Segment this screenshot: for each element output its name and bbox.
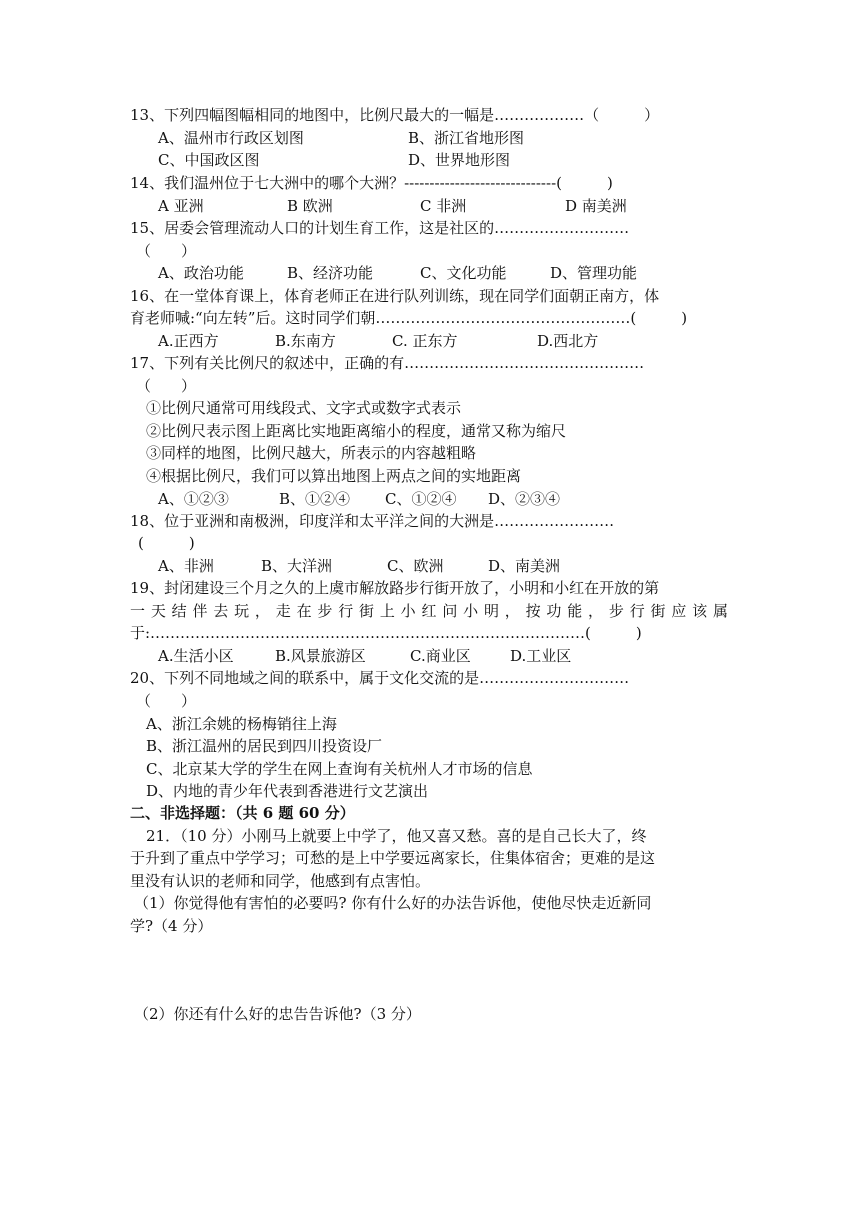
- question-16-option-b: B.东南方: [275, 332, 336, 350]
- question-20-option-d: D、内地的青少年代表到香港进行文艺演出: [146, 782, 429, 800]
- question-18-option-d: D、南美洲: [488, 557, 561, 575]
- question-15-option-c: C、文化功能: [420, 264, 507, 282]
- question-17-option-b: B、①②④: [279, 490, 351, 508]
- question-20-option-b: B、浙江温州的居民到四川投资设厂: [146, 737, 383, 755]
- question-15-stem: 15、居委会管理流动人口的计划生育工作，这是社区的………………………: [130, 219, 630, 237]
- question-16-option-a: A.正西方: [158, 332, 219, 350]
- question-14-option-a: A 亚洲: [158, 197, 204, 215]
- question-13-option-b: B、浙江省地形图: [408, 129, 525, 147]
- question-21-sub2: （2）你还有什么好的忠告告诉他?（3 分）: [134, 1005, 421, 1023]
- question-17-stem: 17、下列有关比例尺的叙述中，正确的有…………………………………………: [130, 354, 645, 372]
- question-19-option-a: A.生活小区: [158, 647, 234, 665]
- question-14-option-c: C 非洲: [420, 197, 467, 215]
- question-14-option-d: D 南美洲: [565, 197, 627, 215]
- question-19-stem-line1: 19、封闭建设三个月之久的上虞市解放路步行街开放了，小明和小红在开放的第: [130, 579, 660, 597]
- question-18-answer-bracket: ( ): [138, 534, 195, 552]
- question-19-option-b: B.风景旅游区: [275, 647, 366, 665]
- question-17-statement-4: ④根据比例尺，我们可以算出地图上两点之间的实地距离: [146, 467, 522, 485]
- question-13-option-a: A、温州市行政区划图: [158, 129, 304, 147]
- question-20-option-a: A、浙江余姚的杨梅销往上海: [146, 715, 337, 733]
- question-18-option-b: B、大洋洲: [261, 557, 333, 575]
- question-15-answer-bracket: （ ）: [136, 242, 197, 260]
- question-19-option-d: D.工业区: [510, 647, 572, 665]
- question-15-option-b: B、经济功能: [287, 264, 374, 282]
- question-15-option-d: D、管理功能: [550, 264, 638, 282]
- question-21-sub1-line1: （1）你觉得他有害怕的必要吗? 你有什么好的办法告诉他，使他尽快走近新同: [134, 894, 652, 912]
- question-19-option-c: C.商业区: [410, 647, 471, 665]
- question-21-text-line1: 21．（10 分）小刚马上就要上中学了，他又喜又愁。喜的是自己长大了，终: [146, 827, 647, 845]
- question-18-option-c: C、欧洲: [387, 557, 444, 575]
- question-13-stem: 13、下列四幅图幅相同的地图中，比例尺最大的一幅是………………（ ）: [130, 106, 660, 124]
- question-21-text-line2: 于升到了重点中学学习；可愁的是上中学要远离家长，住集体宿舍；更难的是这: [130, 849, 656, 867]
- question-16-stem-line2: 育老师喊:“向左转”后。这时同学们朝……………………………………………( ): [130, 309, 688, 327]
- question-18-option-a: A、非洲: [158, 557, 214, 575]
- question-13-option-d: D、世界地形图: [408, 151, 511, 169]
- question-16-option-d: D.西北方: [537, 332, 599, 350]
- section-2-heading: 二、非选择题：（共 6 题 60 分）: [130, 804, 355, 822]
- question-19-stem-line2: 一天结伴去玩，走在步行街上小红问小明，按功能，步行街应该属: [130, 602, 728, 620]
- question-15-option-a: A、政治功能: [158, 264, 244, 282]
- question-14-option-b: B 欧洲: [287, 197, 333, 215]
- question-17-statement-2: ②比例尺表示图上距离比实地距离缩小的程度，通常又称为缩尺: [146, 422, 567, 440]
- question-13-option-c: C、中国政区图: [158, 151, 260, 169]
- question-16-stem-line1: 16、在一堂体育课上，体育老师正在进行队列训练，现在同学们面朝正南方，体: [130, 287, 660, 305]
- question-17-statement-1: ①比例尺通常可用线段式、文字式或数字式表示: [146, 399, 462, 417]
- question-17-option-c: C、①②④: [385, 490, 457, 508]
- question-21-text-line3: 里没有认识的老师和同学，他感到有点害怕。: [130, 872, 431, 890]
- question-14-stem: 14、我们温州位于七大洲中的哪个大洲？------------------------------( ): [130, 174, 613, 192]
- question-21-sub1-line2: 学?（4 分）: [130, 917, 213, 935]
- question-17-option-d: D、②③④: [488, 490, 561, 508]
- question-20-answer-bracket: （ ）: [136, 692, 197, 710]
- question-19-stem-line3: 于:……………………………………………………………………………( ): [130, 624, 642, 642]
- question-17-option-a: A、①②③: [158, 490, 229, 508]
- question-20-stem: 20、下列不同地域之间的联系中，属于文化交流的是…………………………: [130, 669, 630, 687]
- question-17-answer-bracket: （ ）: [136, 377, 197, 395]
- question-16-option-c: C. 正东方: [392, 332, 458, 350]
- question-18-stem: 18、位于亚洲和南极洲，印度洋和太平洋之间的大洲是……………………: [130, 512, 615, 530]
- question-17-statement-3: ③同样的地图，比例尺越大，所表示的内容越粗略: [146, 444, 477, 462]
- question-20-option-c: C、北京某大学的学生在网上查询有关杭州人才市场的信息: [146, 760, 533, 778]
